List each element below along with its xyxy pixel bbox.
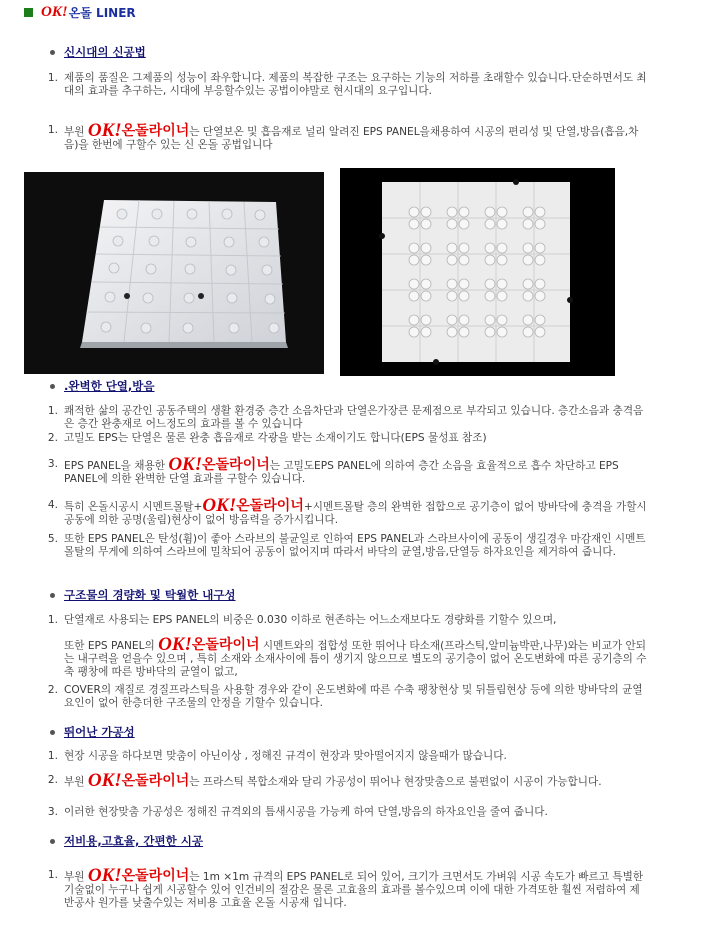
header-title: 온돌 LINER — [68, 5, 136, 20]
section-title: 뛰어난 가공성 — [64, 725, 135, 739]
brand-name: 온돌라이너 — [121, 123, 190, 139]
item-text: 또한 EPS PANEL의 OK!온돌라이너 시멘트와의 접합성 또한 뛰어나 타소재(프라스틱,알미늄박판,나무)와는 비교가 안되는 내구력을 얻을수 있으며 , 특히 소재와 소재사이에 틈이 생기지 않으므로 별도의 공기층이 없어 온도변화에 따른 공기층의 수축 팽창에 따른 방바닥의 균열이 없고, — [64, 634, 647, 678]
section-heading-2 — [50, 378, 155, 394]
item-text: 특히 온돌시공시 시멘트몰탈+OK!온돌라이너+시멘트몰탈 층의 완벽한 접합으로 공기층이 없어 방바닥에 충격을 가할시 공동에 의한 공명(울림)현상이 없어 방음력을 증가시킵니다. — [64, 495, 647, 526]
item-text: 부원 OK!온돌라이너는 단열보온 및 흡음재로 널리 알려진 EPS PANEL을채용하여 시공의 편리성 및 단열,방음(흡음,차음)을 한번에 구할수 있는 신 온돌 공법입니다 — [64, 120, 639, 151]
brand-name: 온돌라이너 — [121, 773, 190, 789]
item-number: 1. — [47, 405, 58, 417]
section-title: 신시대의 신공법 — [64, 45, 146, 59]
section-title: .완벽한 단열,방음 — [64, 379, 155, 393]
brand-ok-logo: OK! — [87, 865, 122, 886]
bullet-icon — [50, 50, 55, 55]
product-photo-panel-top — [340, 168, 615, 376]
brand-ok-logo: OK! — [87, 770, 122, 791]
brand-ok-logo: OK! — [87, 120, 122, 141]
bullet-icon — [50, 839, 55, 844]
item-text: 제품의 품질은 그제품의 성능이 좌우합니다. 제품의 복잡한 구조는 요구하는 기능의 저하를 초래할수 있습니다.단순하면서도 최대의 효과를 추구하는, 시대에 부응할수있는 공법이야말로 현시대의 요구입니다. — [64, 72, 647, 97]
item-number: 2. — [47, 432, 58, 444]
bullet-icon — [50, 384, 55, 389]
section-heading-1 — [50, 44, 146, 60]
bullet-icon — [50, 593, 55, 598]
item-number: 1. — [47, 614, 58, 626]
item-text: COVER의 재질로 경질프라스틱을 사용할 경우와 같이 온도변화에 따른 수축 팽창현상 및 뒤틀림현상 등에 의한 방바닥의 균열 요인이 없어 한층더한 구조물의 안정을 기할수 있습니다. — [64, 684, 643, 709]
item-number: 2. — [47, 774, 58, 786]
item-text: 현장 시공을 하다보면 맞춤이 아닌이상 , 정해진 규격이 현장과 맞아떨어지지 않을때가 많습니다. — [64, 750, 507, 762]
bullet-icon — [50, 730, 55, 735]
item-text: 고밀도 EPS는 단열은 물론 완충 흡음재로 각광을 받는 소재이기도 합니다(EPS 물성표 참조) — [64, 432, 487, 444]
item-number: 1. — [47, 72, 58, 84]
item-text: EPS PANEL을 채용한 OK!온돌라이너는 고밀도EPS PANEL에 의하여 층간 소음을 효율적으로 흡수 차단하고 EPS PANEL에 의한 완벽한 단열 효과를 구할수 있습니다. — [64, 454, 619, 485]
brand-name: 온돌라이너 — [202, 457, 270, 473]
item-number: 3. — [47, 806, 58, 818]
item-text: 또한 EPS PANEL은 탄성(휨)이 좋아 스라브의 불균일로 인하여 EPS PANEL과 스라브사이에 공동이 생길경우 마감재인 시멘트 몰탈의 무게에 의하여 스라브에 밀착되어 공동이 없어지며 따라서 바닥의 균열,방음,단열등 하자요인을 제거하여 줍니다. — [64, 533, 646, 558]
item-number: 5. — [47, 533, 58, 545]
product-photo-panel-angled — [24, 172, 324, 374]
item-number: 1. — [47, 869, 58, 881]
section-heading-4 — [50, 724, 135, 740]
brand-ok-logo: OK! — [168, 454, 203, 475]
item-text: 부원 OK!온돌라이너는 프라스틱 복합소재와 달리 가공성이 뛰어나 현장맞춤으로 불편없이 시공이 가능합니다. — [64, 770, 602, 791]
brand-ok-logo: OK! — [158, 634, 192, 655]
header-ok-logo: OK! — [41, 3, 68, 20]
item-number: 3. — [47, 458, 58, 470]
brand-name: 온돌라이너 — [121, 868, 190, 884]
section-title: 구조물의 경량화 및 탁월한 내구성 — [64, 588, 236, 602]
section-title: 저비용,고효율, 간편한 시공 — [64, 834, 203, 848]
section-heading-3 — [50, 587, 236, 603]
item-text: 단열재로 사용되는 EPS PANEL의 비중은 0.030 이하로 현존하는 어느소재보다도 경량화를 기할수 있으며, — [64, 614, 557, 626]
section-heading-5 — [50, 833, 203, 849]
item-text: 쾌적한 삶의 공간인 공동주택의 생활 환경중 층간 소음차단과 단열은가장큰 문제점으로 부각되고 있습니다. 층간소음과 충격음은 층간 완충재로 어느정도의 효과를 볼 수 있습니다 — [64, 405, 644, 430]
item-text: 이러한 현장맞춤 가공성은 정해진 규격외의 틈새시공을 가능케 하여 단열,방음의 하자요인을 줄여 줍니다. — [64, 806, 548, 818]
green-square-icon — [24, 8, 33, 17]
item-number: 2. — [47, 684, 58, 696]
page-header — [24, 2, 136, 22]
brand-name: 온돌라이너 — [191, 637, 260, 653]
item-number: 4. — [47, 499, 58, 511]
item-number: 1. — [47, 124, 58, 136]
item-number: 1. — [47, 750, 58, 762]
item-text: 부원 OK!온돌라이너는 1m ×1m 규격의 EPS PANEL로 되어 있어, 크기가 크면서도 가벼워 시공 속도가 빠르고 특별한 기술없이 누구나 쉽게 시공할수 있어 인건비의 절감은 물론 고효율의 효과를 볼수있으며 이에 대한 가격또한 훨씬 저렴하여 제반공사 원가를 낮출수있는 저비용 고효율 온돌 시공재 입니다. — [64, 865, 644, 909]
brand-ok-logo: OK! — [202, 495, 237, 516]
brand-name: 온돌라이너 — [236, 498, 304, 514]
